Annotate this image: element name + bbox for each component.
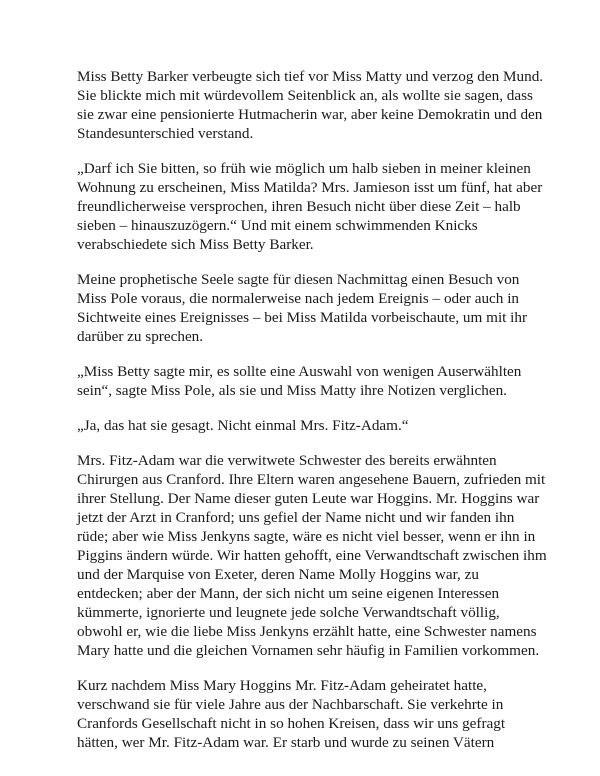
paragraph-7: Kurz nachdem Miss Mary Hoggins Mr. Fitz-Adam geheiratet hatte, verschwand sie für viele Jahre aus der Nachbarschaft. Sie verkehrte in Cranfords Gesellschaft nicht in so hohen Kreisen, dass wir uns gefragt hätten, wer Mr. Fitz-Adam war. Er starb und wurde zu seinen Vätern [77,677,506,751]
paragraph-6: Mrs. Fitz-Adam war die verwitwete Schwester des bereits erwähnten Chirurgen aus Cranford. Ihre Eltern waren angesehene Bauern, zufrieden mit ihrer Stellung. Der Name dieser guten Leute war Hoggins. Mr. Hoggins war jetzt der Arzt in Cranford; uns gefiel der Name nicht und wir fanden ihn rüde; aber wie Miss Jenkyns sagte, wäre es nicht viel besser, wenn er ihn in Piggins ändern würde. Wir hatten gehofft, eine Verwandtschaft zwischen ihm und der Marquise von Exeter, deren Name Molly Hoggins war, zu entdecken; aber der Mann, der sich nicht um seine eigenen Interessen kümmerte, ignorierte und leugnete jede solche Verwandtschaft völlig, obwohl er, wie die liebe Miss Jenkyns erzählt hatte, eine Schwester namens Mary hatte und die gleichen Vornamen sehr häufig in Familien vorkommen. [77,452,547,659]
paragraph-3: Meine prophetische Seele sagte für diesen Nachmittag einen Besuch von Miss Pole voraus, die normalerweise nach jedem Ereignis – oder auch in Sichtweite eines Ereignisses – bei Miss Matilda vorbeischaute, um mit ihr darüber zu sprechen. [77,271,528,345]
paragraph-1: Miss Betty Barker verbeugte sich tief vor Miss Matty und verzog den Mund. Sie blickte mich mit würdevollem Seitenblick an, als wollte sie sagen, dass sie zwar eine pensionierte Hutmacherin war, aber keine Demokratin und den Standesunterschied verstand. [77,68,544,142]
paragraph-5: „Ja, das hat sie gesagt. Nicht einmal Mrs. Fitz-Adam.“ [77,417,409,434]
paragraph-2: „Darf ich Sie bitten, so früh wie möglich um halb sieben in meiner kleinen Wohnung zu erscheinen, Miss Matilda? Mrs. Jamieson isst um fünf, hat aber freundlicherweise versprochen, ihren Besuch nicht über diese Zeit – halb sieben – hinauszuzögern.“ Und mit einem schwimmenden Knicks verabschiedete sich Miss Betty Barker. [77,160,543,253]
document-page [77,67,547,768]
paragraph-4: „Miss Betty sagte mir, es sollte eine Auswahl von wenigen Auserwählten sein“, sagte Miss Pole, als sie und Miss Matty ihre Notizen verglichen. [77,363,522,399]
